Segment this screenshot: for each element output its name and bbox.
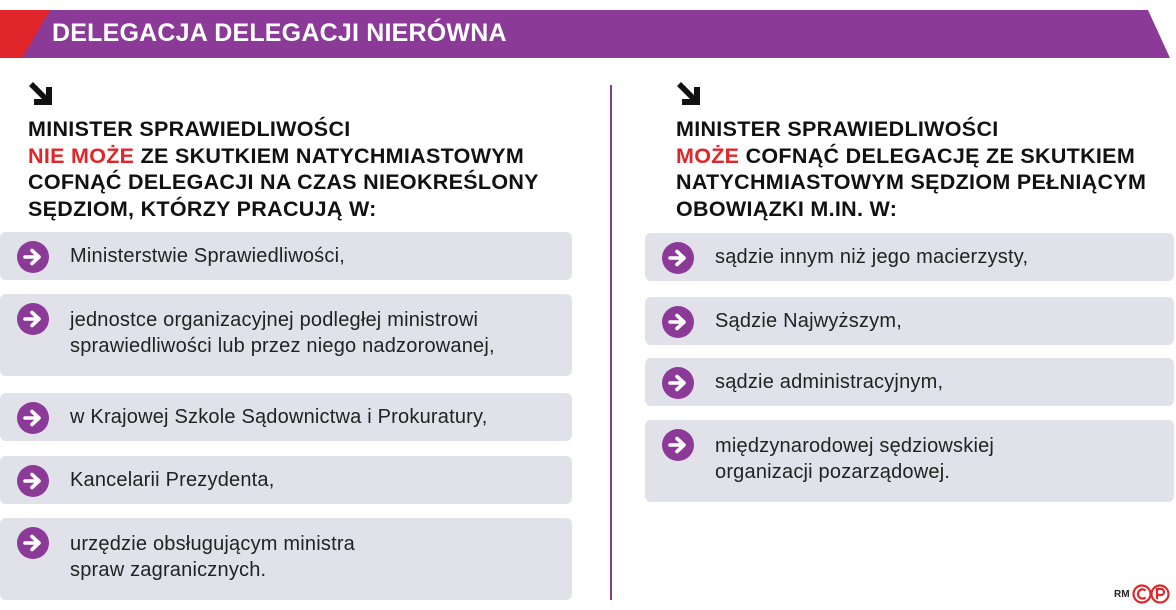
list-item-text	[715, 369, 943, 395]
list-item	[645, 358, 1174, 406]
left-column	[0, 80, 575, 222]
list-item-line1: sądzie innym niż jego macierzysty,	[715, 246, 1029, 268]
list-item	[0, 294, 572, 376]
left-heading-accent: NIE MOŻE	[28, 143, 135, 168]
list-item-line1: w Krajowej Szkole Sądownictwa i Prokuratury,	[70, 406, 488, 428]
list-item	[645, 233, 1174, 281]
arrow-right-circle-icon	[17, 465, 49, 497]
list-item-line1: urzędzie obsługującym ministra	[70, 533, 356, 555]
corner-arrow-icon	[27, 80, 55, 108]
left-heading-line2	[28, 143, 575, 170]
right-heading	[676, 116, 1176, 222]
arrow-right-circle-icon	[662, 306, 694, 338]
list-item-text	[70, 467, 275, 493]
column-divider	[610, 85, 612, 600]
list-item-line1: Ministerstwie Sprawiedliwości,	[70, 245, 345, 267]
arrow-right-circle-icon	[17, 527, 49, 559]
list-item-line1: Sądzie Najwyższym,	[715, 310, 902, 332]
list-item-line2: sprawiedliwości lub przez niego nadzorowanej,	[70, 335, 495, 357]
list-item-text	[715, 244, 1028, 270]
list-item	[0, 518, 572, 600]
list-item	[645, 420, 1174, 502]
list-item-text	[70, 404, 487, 430]
list-item-line2: organizacji pozarządowej.	[715, 461, 951, 483]
arrow-right-circle-icon	[662, 429, 694, 461]
header-banner	[0, 10, 1176, 58]
arrow-right-circle-icon	[17, 402, 49, 434]
page-title: DELEGACJA DELEGACJI NIERÓWNA	[52, 19, 507, 47]
right-heading-accent: MOŻE	[676, 143, 740, 168]
left-heading	[28, 116, 575, 222]
credit-rm: RM	[1114, 588, 1130, 600]
list-item-text	[70, 307, 495, 359]
list-item-line1: sądzie administracyjnym,	[715, 371, 944, 393]
right-heading-line1: MINISTER SPRAWIEDLIWOŚCI	[676, 117, 999, 141]
left-heading-line4: SĘDZIOM, KTÓRZY PRACUJĄ W:	[28, 196, 377, 221]
list-item-text	[715, 308, 902, 334]
corner-arrow-icon	[675, 80, 703, 108]
right-column	[645, 80, 1176, 222]
right-heading-line3: NATYCHMIASTOWYM SĘDZIOM PEŁNIĄCYM	[676, 170, 1147, 194]
list-item	[0, 393, 572, 441]
left-heading-line1: MINISTER SPRAWIEDLIWOŚCI	[28, 117, 351, 141]
cp-logo-icon	[1132, 584, 1172, 604]
list-item	[0, 456, 572, 504]
right-heading-line2	[676, 143, 1176, 170]
arrow-right-circle-icon	[17, 303, 49, 335]
list-item-text	[70, 531, 355, 583]
arrow-right-circle-icon	[662, 242, 694, 274]
right-heading-line4: OBOWIĄZKI M.IN. W:	[676, 196, 898, 221]
right-heading-line2-rest: COFNĄĆ DELEGACJĘ ZE SKUTKIEM	[739, 143, 1136, 168]
list-item	[0, 232, 572, 280]
list-item-line1: międzynarodowej sędziowskiej	[715, 435, 995, 457]
list-item-line2: spraw zagranicznych.	[70, 559, 267, 581]
list-item-text	[715, 433, 994, 485]
list-item-line1: jednostce organizacyjnej podległej ministrowi	[70, 309, 479, 331]
list-item-line1: Kancelarii Prezydenta,	[70, 469, 275, 491]
left-heading-line3: COFNĄĆ DELEGACJI NA CZAS NIEOKREŚLONY	[28, 170, 539, 194]
left-heading-line2-rest: ZE SKUTKIEM NATYCHMIASTOWYM	[134, 143, 525, 168]
list-item	[645, 297, 1174, 345]
arrow-right-circle-icon	[17, 241, 49, 273]
credit	[1114, 584, 1172, 604]
list-item-text	[70, 243, 345, 269]
arrow-right-circle-icon	[662, 367, 694, 399]
